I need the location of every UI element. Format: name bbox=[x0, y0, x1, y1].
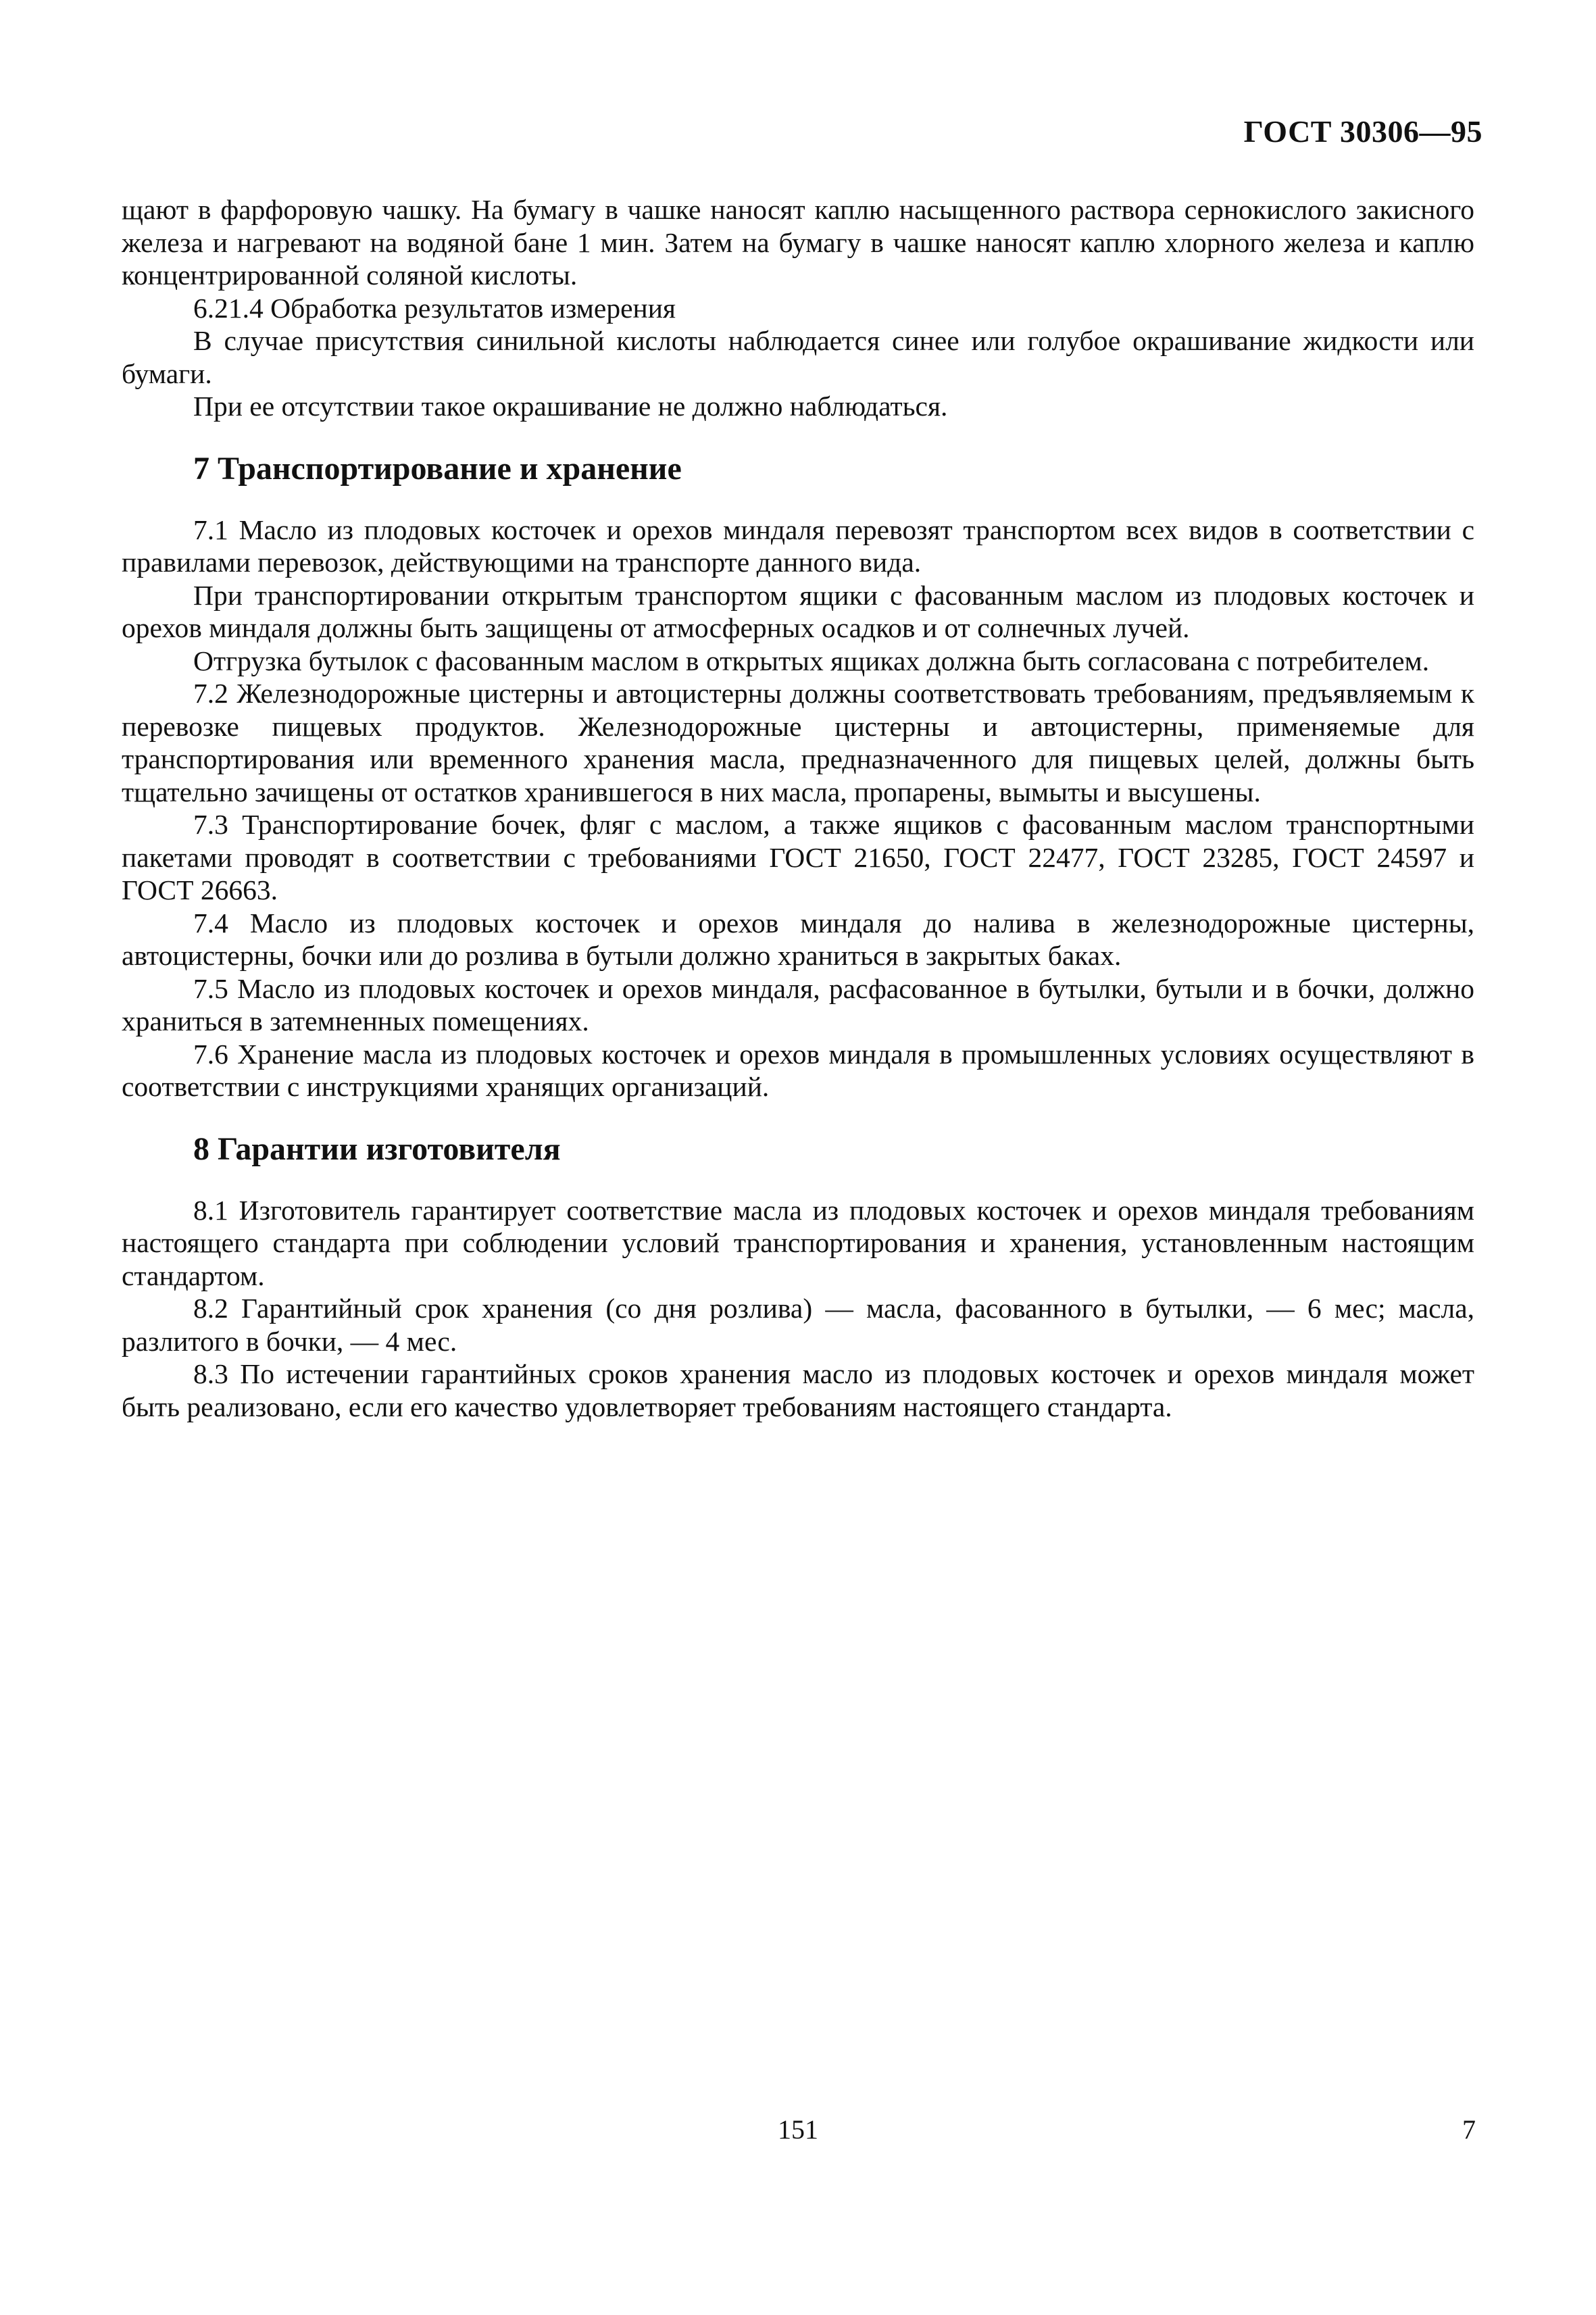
paragraph-8-2: 8.2 Гарантийный срок хранения (со дня розлива) — масла, фасованного в бутылки, — 6 мес; масла, разлитого в бочки, — 4 мес. bbox=[122, 1293, 1474, 1357]
collection-page-number: 151 bbox=[778, 2114, 818, 2145]
paragraph-6-21-4-a: В случае присутствия синильной кислоты наблюдается синее или голубое окрашивание жидкости или бумаги. bbox=[122, 325, 1474, 389]
document-body bbox=[122, 193, 1474, 1423]
paragraph-7-2: 7.2 Железнодорожные цистерны и автоцистерны должны соответствовать требованиям, предъявляемым к перевозке пищевых продуктов. Железнодорожные цистерны и автоцистерны, применяемые для транспортирования или временного хранения масла, предназначенного для пищевых целей, должны быть тщательно зачищены от остатков хранившегося в них масла, пропарены, вымыты и высушены. bbox=[122, 678, 1474, 807]
paragraph-6-21-4-b: При ее отсутствии такое окрашивание не должно наблюдаться. bbox=[193, 391, 948, 422]
page-number: 7 bbox=[1462, 2114, 1476, 2145]
section-8-title: 8 Гарантии изготовителя bbox=[193, 1130, 561, 1167]
section-7-title: 7 Транспортирование и хранение bbox=[193, 450, 682, 487]
paragraph-8-3: 8.3 По истечении гарантийных сроков хранения масло из плодовых косточек и орехов миндаля может быть реализовано, если его качество удовлетворяет требованиям настоящего стандарта. bbox=[122, 1358, 1474, 1422]
paragraph-7-4: 7.4 Масло из плодовых косточек и орехов миндаля до налива в железнодорожные цистерны, автоцистерны, бочки или до розлива в бутыли должно храниться в закрытых баках. bbox=[122, 907, 1474, 971]
paragraph-7-1-a: При транспортировании открытым транспортом ящики с фасованным маслом из плодовых косточек и орехов миндаля должны быть защищены от атмосферных осадков и от солнечных лучей. bbox=[122, 579, 1474, 643]
paragraph-7-1: 7.1 Масло из плодовых косточек и орехов миндаля перевозят транспортом всех видов в соответствии с правилами перевозок, действующими на транспорте данного вида. bbox=[122, 514, 1474, 578]
paragraph-6-21-4: 6.21.4 Обработка результатов измерения bbox=[193, 292, 676, 324]
paragraph-7-5: 7.5 Масло из плодовых косточек и орехов миндаля, расфасованное в бутылки, бутыли и в бочки, должно храниться в затемненных помещениях. bbox=[122, 972, 1474, 1037]
document-code-header: ГОСТ 30306—95 bbox=[1243, 114, 1482, 149]
paragraph-continuation: щают в фарфоровую чашку. На бумагу в чашке наносят каплю насыщенного раствора сернокислого закисного железа и нагревают на водяной бане 1 мин. Затем на бумагу в чашке наносят каплю хлорного железа и каплю концентрированной соляной кислоты. bbox=[122, 194, 1474, 291]
paragraph-7-6: 7.6 Хранение масла из плодовых косточек и орехов миндаля в промышленных условиях осуществляют в соответствии с инструкциями хранящих организаций. bbox=[122, 1038, 1474, 1102]
paragraph-7-1-b: Отгрузка бутылок с фасованным маслом в открытых ящиках должна быть согласована с потребителем. bbox=[193, 645, 1430, 676]
paragraph-8-1: 8.1 Изготовитель гарантирует соответствие масла из плодовых косточек и орехов миндаля требованиям настоящего стандарта при соблюдении условий транспортирования и хранения, установленным настоящим стандартом. bbox=[122, 1194, 1474, 1291]
paragraph-7-3: 7.3 Транспортирование бочек, фляг с маслом, а также ящиков с фасованным маслом транспортными пакетами проводят в соответствии с требованиями ГОСТ 21650, ГОСТ 22477, ГОСТ 23285, ГОСТ 24597 и ГОСТ 26663. bbox=[122, 809, 1474, 905]
